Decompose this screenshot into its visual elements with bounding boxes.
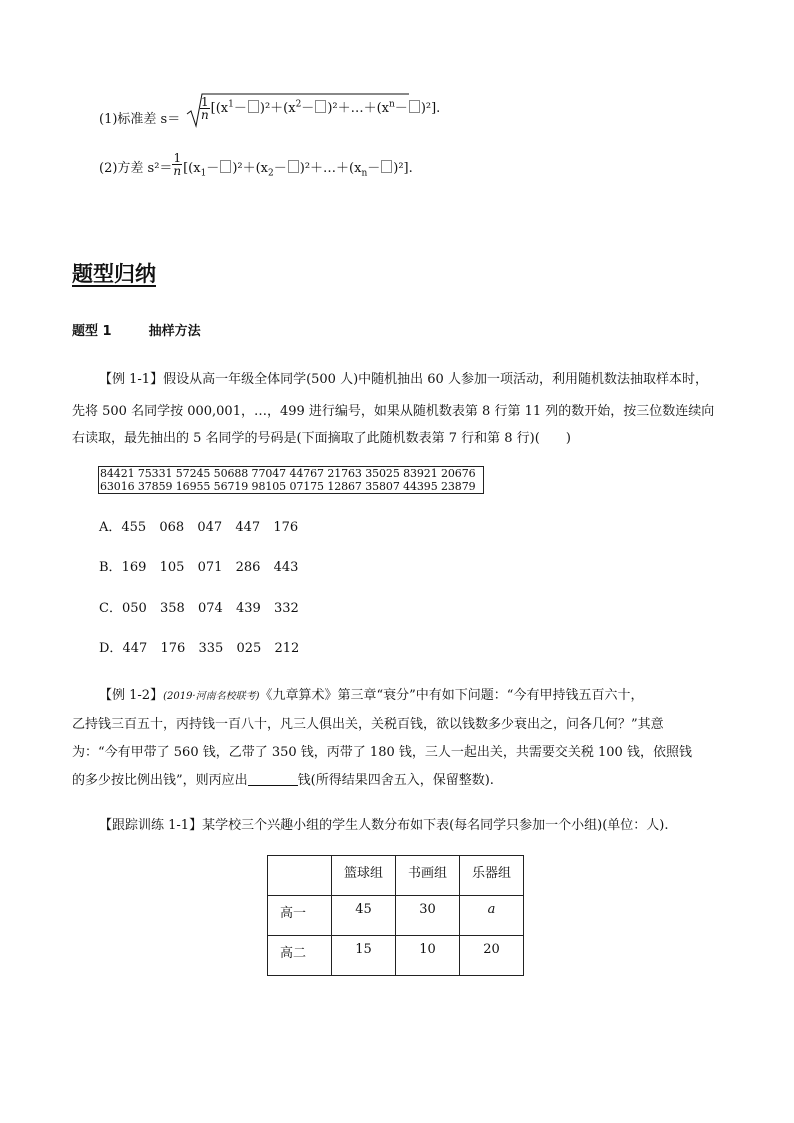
- xbar-icon: [220, 160, 231, 173]
- example-1-1-line-2: 先将 500 名同学按 000,001，…，499 进行编号，如果从随机数表第 8 行第 11 列的数开始，按三位数连续向: [72, 404, 715, 419]
- table-header-row: [268, 856, 524, 896]
- table-cell: 10: [396, 936, 460, 976]
- example-1-2-line-2: 乙持钱三百五十，丙持钱一百八十，凡三人俱出关，关税百钱，欲以钱数多少衰出之，问各几何？”其意: [72, 717, 664, 732]
- table-row-header: 高一: [268, 896, 332, 936]
- table-row: [268, 936, 524, 976]
- table-header-cell: 乐器组: [460, 856, 524, 896]
- random-number-row-7: 84421 75331 57245 50688 77047 44767 21763 35025 83921 20676: [100, 467, 476, 480]
- var-prefix: (2)方差 s²＝: [99, 161, 173, 176]
- table-cell: 30: [396, 896, 460, 936]
- table-cell: 20: [460, 936, 524, 976]
- option-c[interactable]: C．050 358 074 439 332: [99, 601, 299, 616]
- table-cell: 15: [332, 936, 396, 976]
- section-title: 题型归纳: [72, 262, 156, 286]
- question-type-heading: [72, 320, 201, 339]
- example-1-2-line-1: 【例 1-2】(2019·河南名校联考)《九章算术》第三章“衰分”中有如下问题：“今有甲持钱五百六十，: [99, 688, 644, 703]
- table-cell: a: [460, 896, 524, 936]
- answer-blank[interactable]: [248, 773, 298, 786]
- xbar-icon: [288, 160, 299, 173]
- random-number-row-8: 63016 37859 16955 56719 98105 07175 12867 35807 44395 23879: [100, 480, 476, 493]
- table-row: [268, 896, 524, 936]
- table-cell: 45: [332, 896, 396, 936]
- option-d[interactable]: D．447 176 335 025 212: [99, 641, 300, 656]
- example-1-2-line-3: 为：“今有甲带了 560 钱，乙带了 350 钱，丙带了 180 钱，三人一起出关，共需要交关税 100 钱，依照钱: [72, 745, 692, 760]
- xbar-icon: [381, 160, 392, 173]
- table-header-cell: 篮球组: [332, 856, 396, 896]
- example-1-2-source: (2019·河南名校联考): [163, 691, 260, 702]
- xbar-icon: [248, 100, 259, 113]
- example-1-2-line-4: 的多少按比例出钱”，则丙应出 钱(所得结果四舍五入，保留整数).: [72, 773, 494, 788]
- std-formula: [99, 108, 180, 127]
- question-type-label: 题型 1: [72, 324, 112, 339]
- example-1-1-line-3: 右读取，最先抽出的 5 名同学的号码是(下面摘取了此随机数表第 7 行和第 8 行)( ): [72, 431, 571, 446]
- std-formula-body: $\frac{1}{n}$ [$(x^1- )^2+(x^2-$ )$^2+\dots+(x^n- )^2$].: [200, 95, 441, 122]
- random-number-table: [98, 466, 484, 494]
- table-row-header: 高二: [268, 936, 332, 976]
- interest-group-table: [267, 855, 524, 976]
- var-formula: (2)方差 s²＝ $\frac{1}{n}$ [$(x_1- )^2+(x_2-$ )$^2+\dots+(x_n- )^2$].: [99, 151, 413, 179]
- fraction: $\frac{1}{n}$: [173, 151, 182, 178]
- xbar-icon: [315, 100, 326, 113]
- xbar-icon: [409, 100, 420, 113]
- question-type-name: 抽样方法: [148, 324, 201, 339]
- std-prefix: (1)标准差 s＝: [99, 112, 181, 127]
- example-1-2-tag: 【例 1-2】: [99, 688, 164, 703]
- example-1-1-line-1: 【例 1-1】假设从高一年级全体同学(500 人)中随机抽出 60 人参加一项活动，利用随机数法抽取样本时，: [99, 372, 708, 387]
- option-b[interactable]: B．169 105 071 286 443: [99, 560, 299, 575]
- fraction: $\frac{1}{n}$: [200, 95, 209, 122]
- option-a[interactable]: A．455 068 047 447 176: [99, 520, 299, 535]
- table-header-cell: 书画组: [396, 856, 460, 896]
- table-header-cell: [268, 856, 332, 896]
- practice-1-1-text: 【跟踪训练 1-1】某学校三个兴趣小组的学生人数分布如下表(每名同学只参加一个小组)(单位：人).: [99, 818, 669, 833]
